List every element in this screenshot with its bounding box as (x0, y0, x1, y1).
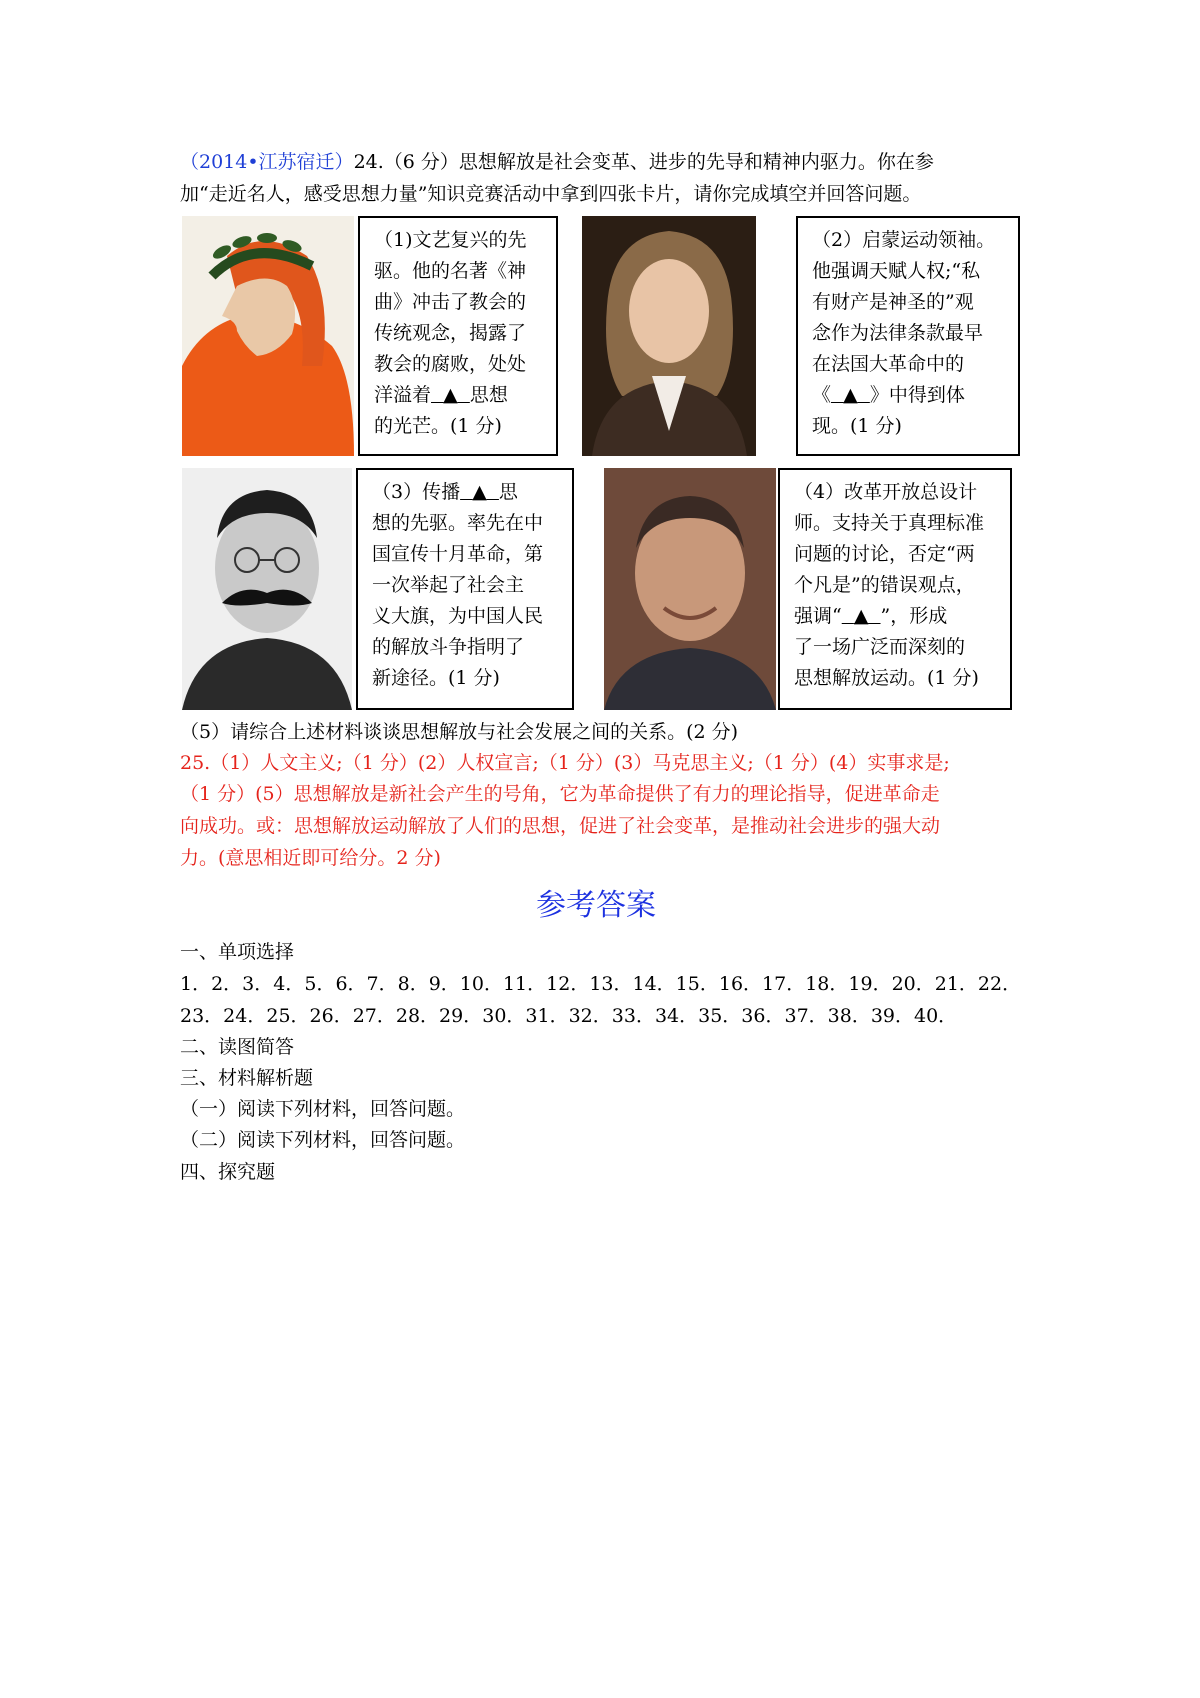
li-dazhao-portrait (182, 468, 352, 710)
answer-line: （1 分）(5）思想解放是新社会产生的号角，它为革命提供了有力的理论指导，促进革命走 (180, 783, 940, 805)
card2-blank (831, 384, 870, 406)
card3-line: 新途径。(1 分) (372, 667, 500, 689)
section-line: 三、材料解析题 (180, 1067, 314, 1089)
card2-blank-line (812, 383, 965, 407)
card3-line: 义大旗，为中国人民 (372, 605, 544, 627)
section-line: 一、单项选择 (180, 941, 295, 963)
card3-blank (460, 481, 499, 503)
card1-line: 曲》冲击了教会的 (374, 291, 527, 313)
deng-xiaoping-portrait (604, 468, 776, 710)
card4-text: 强调“ (794, 605, 842, 627)
card2-line: 有财产是神圣的”观 (812, 291, 974, 313)
section-line: 四、探究题 (180, 1161, 276, 1183)
section-line: （一）阅读下列材料，回答问题。 (180, 1098, 466, 1120)
card1-text: 思想 (469, 384, 508, 406)
voltaire-portrait (582, 216, 756, 456)
card2-line: 他强调天赋人权;“私 (812, 260, 981, 282)
card1-line: （1)文艺复兴的先 (374, 229, 527, 251)
card1-line: 驱。他的名著《神 (374, 260, 527, 282)
card3-line: 国宣传十月革命，第 (372, 543, 544, 565)
blank-marker: ▲ (853, 605, 869, 627)
card4-text: ”，形成 (880, 605, 948, 627)
card2-line: 现。(1 分) (812, 415, 902, 437)
card4-blank-line (794, 604, 947, 628)
blank-marker: ▲ (472, 481, 487, 503)
card-reform (778, 468, 1012, 710)
card2-line: （2）启蒙运动领袖。 (812, 229, 996, 251)
card3-line: 的解放斗争指明了 (372, 636, 525, 658)
card4-line: 个凡是”的错误观点， (794, 574, 975, 596)
card1-line: 的光芒。(1 分) (374, 415, 502, 437)
card4-line: 了一场广泛而深刻的 (794, 636, 966, 658)
card4-line: 思想解放运动。(1 分) (794, 667, 979, 689)
question-source: （2014•江苏宿迁） (180, 151, 354, 173)
reference-title: 参考答案 (536, 888, 656, 923)
section-line: （二）阅读下列材料，回答问题。 (180, 1129, 466, 1151)
card4-blank (842, 605, 881, 627)
card-enlightenment (796, 216, 1020, 456)
card2-line: 在法国大革命中的 (812, 353, 965, 375)
answer-line: 向成功。或：思想解放运动解放了人们的思想，促进了社会变革，是推动社会进步的强大动 (180, 815, 941, 837)
card3-text: （3）传播 (372, 481, 461, 503)
blank-marker: ▲ (843, 384, 858, 406)
card-renaissance (358, 216, 558, 456)
card1-text: 洋溢着 (374, 384, 432, 406)
answer-line: 力。(意思相近即可给分。2 分) (180, 847, 441, 869)
card2-text: 《 (812, 384, 832, 406)
question-stem: 24.（6 分）思想解放是社会变革、进步的先导和精神内驱力。你在参 (353, 151, 934, 173)
card-marxism (356, 468, 574, 710)
card2-text: 》中得到体 (869, 384, 965, 406)
card1-line: 传统观念，揭露了 (374, 322, 527, 344)
card2-line: 念作为法律条款最早 (812, 322, 984, 344)
dante-portrait (182, 216, 354, 456)
sub-question-5: （5）请综合上述材料谈谈思想解放与社会发展之间的关系。(2 分) (180, 721, 739, 743)
section-line: 二、读图简答 (180, 1036, 295, 1058)
card3-text: 思 (498, 481, 518, 503)
answer-line: 25.（1）人文主义;（1 分）(2）人权宣言;（1 分）(3）马克思主义;（1 分）(4）实事求是; (180, 752, 950, 774)
card4-line: （4）改革开放总设计 (794, 481, 978, 503)
card1-line: 教会的腐败，处处 (374, 353, 527, 375)
section-line: 23．24．25．26．27．28．29．30．31．32．33．34．35．36．37．38．39．40． (180, 1005, 958, 1027)
card4-line: 问题的讨论，否定“两 (794, 543, 975, 565)
card3-blank-line (372, 480, 518, 504)
question-line-2: 加“走近名人，感受思想力量”知识竞赛活动中拿到四张卡片，请你完成填空并回答问题。 (180, 183, 922, 205)
section-line: 1．2．3．4．5．6．7．8．9．10．11．12．13．14．15．16．17．18．19．20．21．22． (180, 973, 1022, 995)
card1-blank (431, 384, 470, 406)
card4-line: 师。支持关于真理标准 (794, 512, 985, 534)
card3-line: 一次举起了社会主 (372, 574, 525, 596)
card3-line: 想的先驱。率先在中 (372, 512, 544, 534)
question-line-1 (180, 150, 934, 174)
blank-marker: ▲ (443, 384, 458, 406)
card1-blank-line (374, 383, 508, 407)
